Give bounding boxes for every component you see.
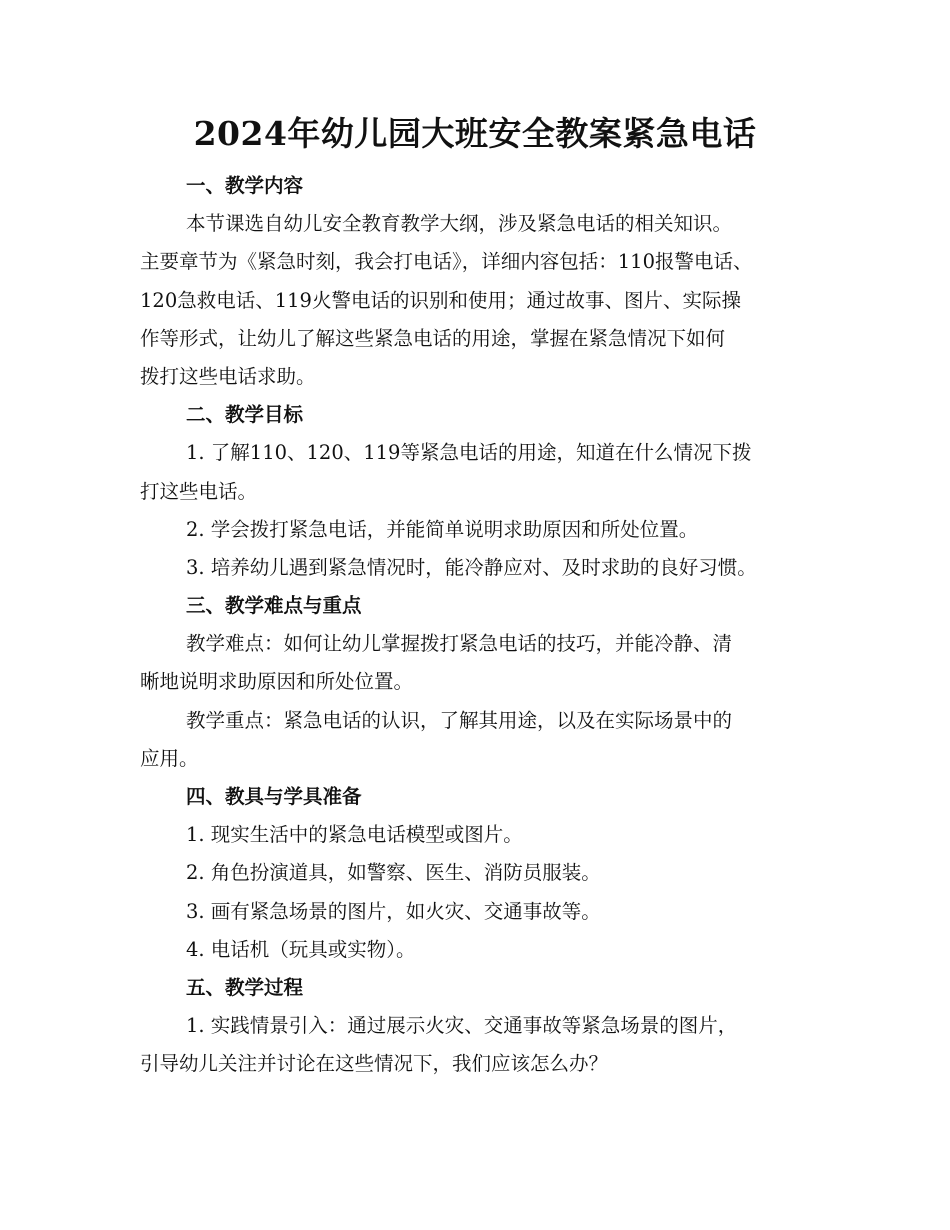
paragraph-line: 主要章节为《紧急时刻，我会打电话》，详细内容包括：110报警电话、 <box>140 250 753 274</box>
paragraph-line: 1. 实践情景引入：通过展示火灾、交通事故等紧急场景的图片， <box>186 1014 738 1038</box>
paragraph-line: 应用。 <box>140 746 199 770</box>
paragraph-line: 1. 现实生活中的紧急电话模型或图片。 <box>186 823 523 847</box>
paragraph-line: 晰地说明求助原因和所处位置。 <box>140 670 414 694</box>
paragraph-line: 教学重点：紧急电话的认识，了解其用途，以及在实际场景中的 <box>186 708 733 732</box>
paragraph-line: 3. 培养幼儿遇到紧急情况时，能冷静应对、及时求助的良好习惯。 <box>186 555 757 579</box>
paragraph-line: 引导幼儿关注并讨论在这些情况下，我们应该怎么办？ <box>140 1052 609 1076</box>
section-heading: 四、教具与学具准备 <box>186 785 362 808</box>
paragraph-line: 120急救电话、119火警电话的识别和使用；通过故事、图片、实际操 <box>140 288 741 312</box>
section-heading: 五、教学过程 <box>186 975 304 999</box>
section-heading: 一、教学内容 <box>186 174 304 197</box>
paragraph-line: 本节课选自幼儿安全教育教学大纲，涉及紧急电话的相关知识。 <box>186 212 733 236</box>
paragraph-line: 教学难点：如何让幼儿掌握拨打紧急电话的技巧，并能冷静、清 <box>186 632 733 656</box>
paragraph-line: 拨打这些电话求助。 <box>140 364 316 388</box>
paragraph-line: 2. 角色扮演道具，如警察、医生、消防员服装。 <box>186 861 601 885</box>
section-heading: 二、教学目标 <box>186 403 304 427</box>
paragraph-line: 1. 了解110、120、119等紧急电话的用途，知道在什么情况下拨 <box>186 441 752 465</box>
paragraph-line: 2. 学会拨打紧急电话，并能简单说明求助原因和所处位置。 <box>186 517 699 541</box>
document-body <box>140 167 830 1084</box>
paragraph-line: 4. 电话机（玩具或实物）。 <box>186 937 416 961</box>
paragraph-line: 作等形式，让幼儿了解这些紧急电话的用途，掌握在紧急情况下如何 <box>140 326 726 350</box>
section-heading: 三、教学难点与重点 <box>186 594 362 618</box>
paragraph-line: 3. 画有紧急场景的图片，如火灾、交通事故等。 <box>186 899 601 923</box>
paragraph-line: 打这些电话。 <box>140 479 258 503</box>
document-title: 2024年幼儿园大班安全教案紧急电话 <box>193 114 757 153</box>
